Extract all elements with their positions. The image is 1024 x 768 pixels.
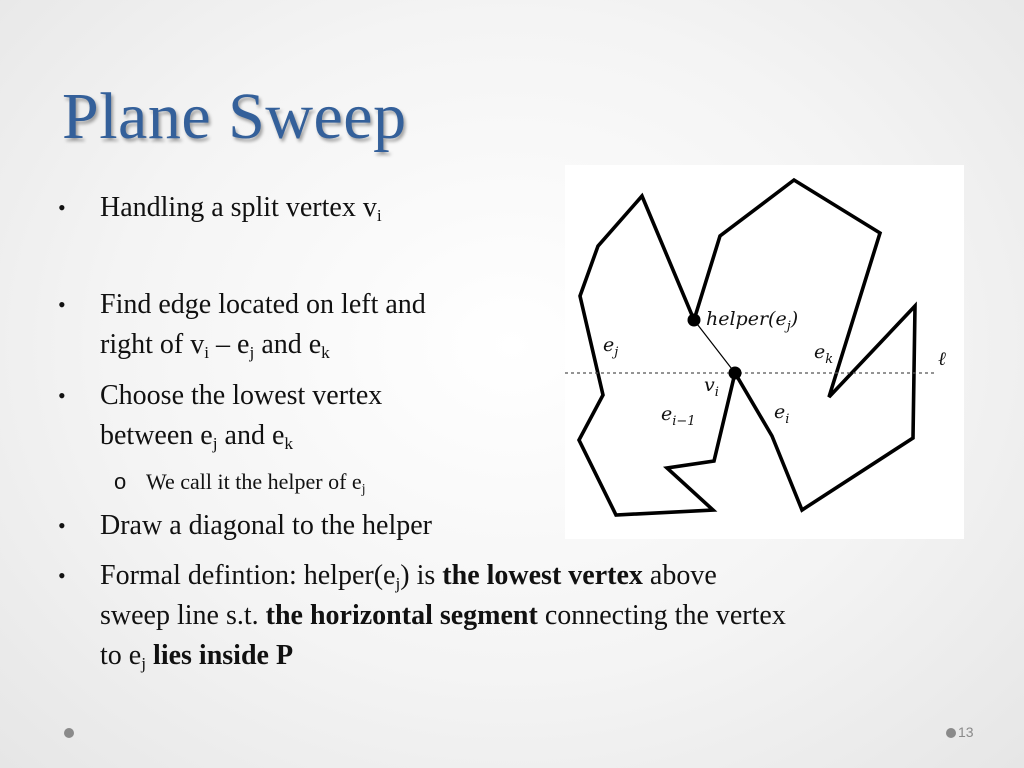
helper-vertex <box>688 314 701 327</box>
polygon-diagram-svg <box>565 165 964 539</box>
page-number: 13 <box>958 724 974 740</box>
bullet-marker: • <box>58 195 66 220</box>
helper-label: $helper(e_j)$ <box>706 308 799 334</box>
polygon-p <box>579 180 915 515</box>
bullet-text: Formal defintion: $helper(e_j)$ is the lowest vertex above sweep line s.t. the horizontal segment connecting the vertex to $e_j$ lies inside P <box>100 560 786 674</box>
bullet-text: Find edge located on left and right of $v_i - e_j$ and $e_k$ <box>100 289 426 363</box>
footer-right-dot <box>946 728 956 738</box>
footer-left-dot <box>64 728 74 738</box>
label-vi: $v_i$ <box>704 374 719 400</box>
bullet-marker: • <box>58 292 66 317</box>
split-vertex-vi <box>729 367 742 380</box>
bullet-text: Choose the lowest vertex between $e_j$ and $e_k$ <box>100 380 383 454</box>
sub-bullet-marker: o <box>114 469 127 494</box>
label-ej: $e_j$ <box>603 334 619 360</box>
sub-bullet-text: We call it the helper of $e_j$ <box>146 469 366 497</box>
bullet-text: Draw a diagonal to the helper <box>100 510 432 541</box>
label-ell: ℓ <box>938 348 946 370</box>
bullet-marker: • <box>58 383 66 408</box>
bullet-marker: • <box>58 513 66 538</box>
bullet-text: Handling a split vertex $v_i$ <box>100 192 382 226</box>
sub-bullet-item <box>114 468 366 497</box>
bullet-marker: • <box>58 563 66 588</box>
label-ek: $e_k$ <box>814 341 834 367</box>
label-ei-minus-1: $e_{i-1}$ <box>661 403 696 429</box>
slide-title: Plane Sweep <box>62 80 407 153</box>
label-ei: $e_i$ <box>774 401 790 427</box>
polygon-diagram <box>565 165 964 539</box>
